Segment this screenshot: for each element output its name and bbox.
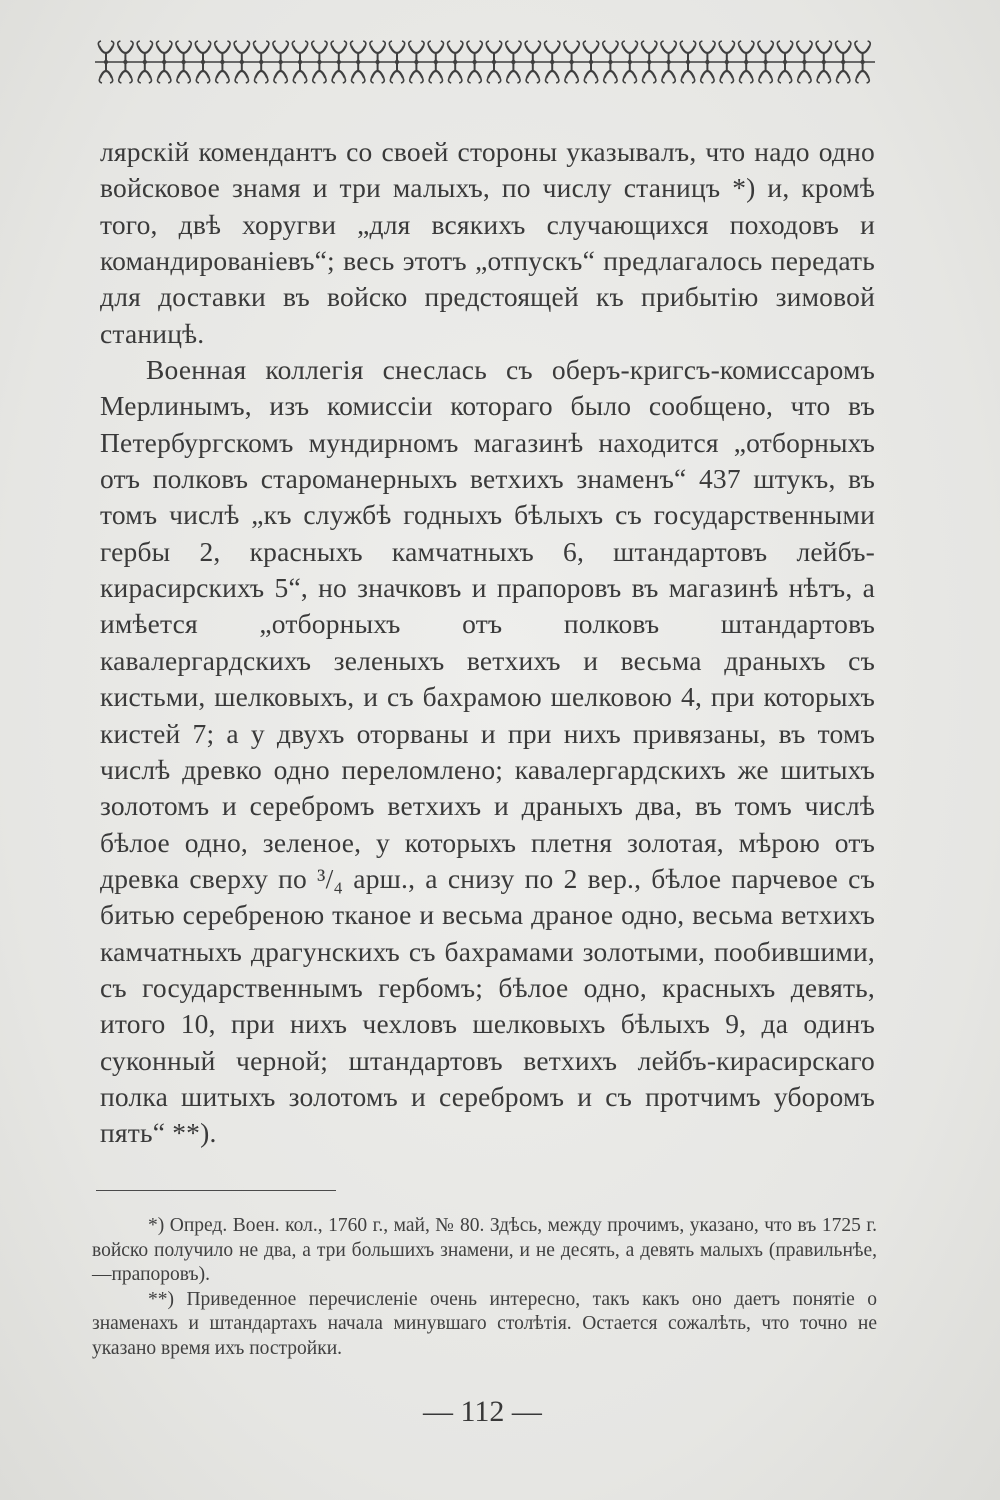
header-ornament-icon bbox=[95, 40, 875, 84]
paragraph: лярскій комендантъ со своей стороны указывалъ, что надо одно войсковое знамя и три малыхъ, по числу станицъ *) и, кромѣ того, двѣ хоругви „для всякихъ случающихся походовъ и командированіевъ“; весь этотъ „отпускъ“ предлагалось передать для доставки въ войско предстоящей къ прибытію зимовой станицѣ. bbox=[100, 136, 875, 349]
footnote: **) Приведенное перечисленіе очень интересно, такъ какъ оно даетъ понятіе о знаменахъ и штандартахъ начала минувшаго столѣтія. Остается сожалѣть, что точно не указано время ихъ постройки. bbox=[92, 1288, 877, 1359]
main-text bbox=[100, 134, 875, 1152]
footnotes bbox=[92, 1214, 877, 1361]
footnote: *) Опред. Воен. кол., 1760 г., май, № 80. Здѣсь, между прочимъ, указано, что въ 1725 г. войско получило не два, а три большихъ знамени, и не десять, а девять малыхъ (правильнѣе,—прапоровъ). bbox=[92, 1215, 877, 1285]
paragraph: Военная коллегія снеслась съ оберъ-кригсъ-комиссаромъ Мерлинымъ, изъ комиссіи котораго было сообщено, что въ Петербургскомъ мундирномъ магазинѣ находится „отборныхъ отъ полковъ староманерныхъ ветхихъ знаменъ“ 437 штукъ, въ томъ числѣ „къ службѣ годныхъ бѣлыхъ съ государственными гербы 2, красныхъ камчатныхъ 6, штандартовъ лейбъ-кирасирскихъ 5“, но значковъ и прапоровъ въ магазинѣ нѣтъ, а имѣется „отборныхъ отъ полковъ штандартовъ кавалергардскихъ зеленыхъ ветхихъ и весьма драныхъ съ кистьми, шелковыхъ, и съ бахрамою шелковою 4, при которыхъ кистей 7; а у двухъ оторваны и при нихъ привязаны, въ томъ числѣ древко одно переломлено; кавалергардскихъ же шитыхъ золотомъ и серебромъ ветхихъ и драныхъ два, въ томъ числѣ бѣлое одно, зеленое, у которыхъ плетня золотая, мѣрою отъ древка сверху по ³/₄ арш., а снизу по 2 вер., бѣлое парчевое съ битью серебреною тканое и весьма драное одно, весьма ветхихъ камчатныхъ драгунскихъ съ бахрамами золотыми, пообившими, съ государственнымъ гербомъ; бѣлое одно, красныхъ девять, итого 10, при нихъ чехловъ шелковыхъ бѣлыхъ 9, да одинъ суконный черной; штандартовъ ветхихъ лейбъ-кирасирскаго полка шитыхъ золотомъ и серебромъ и съ протчимъ уборомъ пять“ **). bbox=[100, 354, 875, 1149]
page-number: — 112 — bbox=[423, 1395, 542, 1428]
footnote-divider bbox=[96, 1190, 336, 1191]
